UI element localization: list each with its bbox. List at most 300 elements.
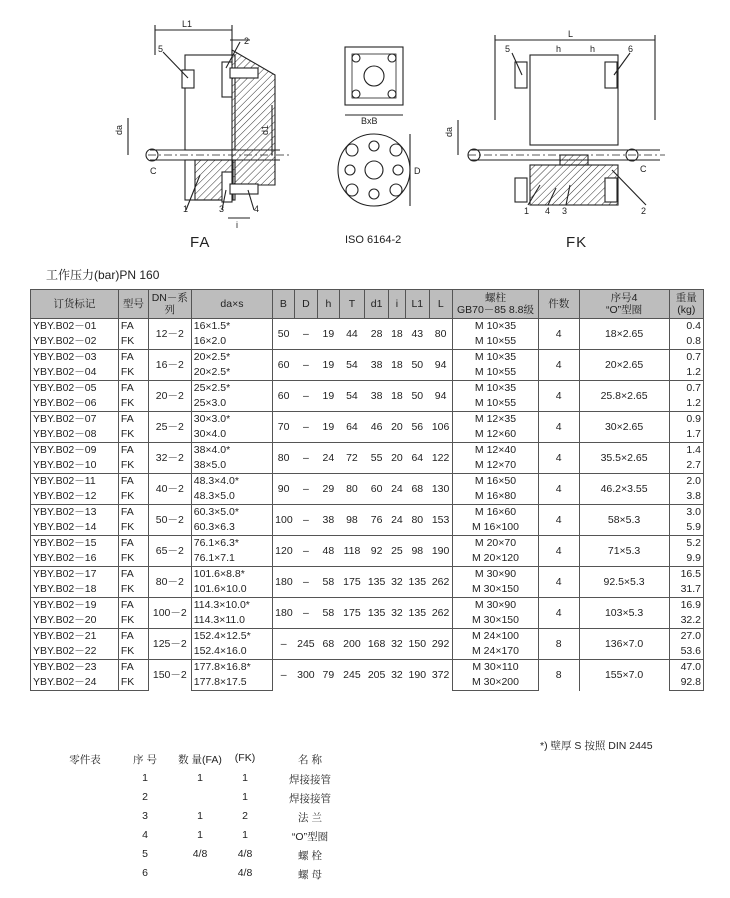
cell-L1: 56: [406, 412, 430, 443]
cell-weight: 5.9: [669, 520, 703, 536]
cell-L1: 43: [406, 319, 430, 350]
fk-dim-2: 2: [641, 206, 647, 216]
col-weight-line1: 重量: [675, 292, 697, 304]
cell-L1: 50: [406, 350, 430, 381]
cell-daxs: 60.3×6.3: [191, 520, 272, 536]
fk-dim-da: da: [444, 126, 454, 137]
cell-bolt: M 16×80: [453, 489, 539, 505]
cell-weight: 1.2: [669, 365, 703, 381]
cell-weight: 32.2: [669, 613, 703, 629]
fa-dim-da: da: [114, 124, 124, 135]
cell-d1: 168: [365, 629, 389, 660]
cell-dn: 25－2: [148, 412, 191, 443]
cell-D: 300: [294, 660, 318, 691]
parts-row-cell: 焊接接管: [289, 793, 331, 805]
cell-dn: 125－2: [148, 629, 191, 660]
col-order-no: 订货标记: [31, 290, 119, 319]
cell-model: FK: [118, 396, 148, 412]
iso-drawing: [338, 47, 410, 206]
cell-model: FK: [118, 582, 148, 598]
cell-D: –: [294, 350, 318, 381]
cell-weight: 16.5: [669, 567, 703, 583]
cell-order-no: YBY.B02－10: [31, 458, 119, 474]
cell-oring: 58×5.3: [579, 505, 669, 536]
cell-bolt: M 16×60: [453, 505, 539, 521]
cell-L: 122: [429, 443, 453, 474]
cell-d1: 205: [365, 660, 389, 691]
fa-drawing: [128, 25, 290, 218]
cell-model: FA: [118, 443, 148, 459]
cell-model: FA: [118, 474, 148, 490]
cell-model: FK: [118, 644, 148, 660]
cell-bolt: M 12×35: [453, 412, 539, 428]
cell-order-no: YBY.B02－02: [31, 334, 119, 350]
cell-daxs: 101.6×8.8*: [191, 567, 272, 583]
fk-dim-3: 3: [562, 206, 568, 216]
cell-qty: 4: [538, 319, 579, 350]
parts-row-cell: 2: [242, 810, 248, 822]
cell-oring: 136×7.0: [579, 629, 669, 660]
cell-B: 60: [273, 381, 294, 412]
cell-order-no: YBY.B02－21: [31, 629, 119, 645]
cell-order-no: YBY.B02－14: [31, 520, 119, 536]
fa-dim-3: 3: [219, 204, 225, 214]
cell-weight: 1.4: [669, 443, 703, 459]
cell-order-no: YBY.B02－01: [31, 319, 119, 335]
cell-bolt: M 12×40: [453, 443, 539, 459]
cell-order-no: YBY.B02－22: [31, 644, 119, 660]
fk-label: FK: [566, 234, 588, 251]
table-row: [31, 474, 704, 490]
cell-B: 70: [273, 412, 294, 443]
table-row: [31, 660, 704, 676]
cell-weight: 2.7: [669, 458, 703, 474]
fk-drawing: [458, 35, 665, 205]
parts-row-cell: 1: [142, 772, 148, 784]
col-oring-line2: “O”型圈: [605, 304, 643, 316]
fa-dim-5: 5: [158, 44, 164, 54]
fk-dim-C: C: [640, 164, 647, 174]
cell-i: 32: [388, 567, 405, 598]
cell-L1: 80: [406, 505, 430, 536]
parts-header-cell: 序 号: [133, 754, 157, 766]
cell-dn: 65－2: [148, 536, 191, 567]
fa-dim-2: 2: [244, 36, 250, 46]
cell-i: 32: [388, 629, 405, 660]
cell-bolt: M 30×150: [453, 613, 539, 629]
cell-qty: 4: [538, 381, 579, 412]
cell-weight: 0.4: [669, 319, 703, 335]
cell-L: 106: [429, 412, 453, 443]
parts-row-cell: 4: [142, 829, 148, 841]
cell-weight: 27.0: [669, 629, 703, 645]
cell-qty: 4: [538, 598, 579, 629]
cell-h: 19: [318, 412, 339, 443]
col-qty: 件数: [538, 290, 579, 319]
cell-L1: 150: [406, 629, 430, 660]
parts-row-cell: 4/8: [237, 848, 253, 860]
cell-model: FA: [118, 505, 148, 521]
cell-qty: 4: [538, 567, 579, 598]
cell-bolt: M 12×60: [453, 427, 539, 443]
cell-T: 118: [339, 536, 365, 567]
iso-dim-D: D: [414, 166, 421, 176]
cell-h: 58: [318, 567, 339, 598]
cell-dn: 40－2: [148, 474, 191, 505]
cell-dn: 20－2: [148, 381, 191, 412]
cell-bolt: M 12×70: [453, 458, 539, 474]
cell-bolt: M 10×35: [453, 319, 539, 335]
fa-dim-C: C: [150, 166, 157, 176]
cell-d1: 38: [365, 350, 389, 381]
cell-model: FK: [118, 520, 148, 536]
table-row: [31, 505, 704, 521]
cell-T: 64: [339, 412, 365, 443]
cell-order-no: YBY.B02－11: [31, 474, 119, 490]
col-d1: d1: [365, 290, 389, 319]
table-row: [31, 629, 704, 645]
cell-daxs: 25×3.0: [191, 396, 272, 412]
fa-label: FA: [190, 234, 211, 251]
parts-row-cell: 螺 母: [298, 869, 322, 881]
cell-order-no: YBY.B02－18: [31, 582, 119, 598]
cell-order-no: YBY.B02－05: [31, 381, 119, 397]
cell-dn: 150－2: [148, 660, 191, 691]
technical-drawings: [0, 0, 730, 255]
iso-dim-BxB: BxB: [361, 116, 378, 126]
cell-model: FK: [118, 551, 148, 567]
cell-daxs: 48.3×4.0*: [191, 474, 272, 490]
cell-daxs: 30×4.0: [191, 427, 272, 443]
cell-bolt: M 10×55: [453, 334, 539, 350]
cell-weight: 31.7: [669, 582, 703, 598]
cell-h: 29: [318, 474, 339, 505]
cell-T: 200: [339, 629, 365, 660]
parts-row-cell: 1: [197, 829, 203, 841]
col-L1: L1: [406, 290, 430, 319]
cell-L: 130: [429, 474, 453, 505]
cell-i: 20: [388, 443, 405, 474]
col-weight: [669, 290, 703, 319]
cell-weight: 92.8: [669, 675, 703, 691]
fa-dim-1: 1: [183, 204, 189, 214]
cell-bolt: M 10×55: [453, 396, 539, 412]
cell-oring: 30×2.65: [579, 412, 669, 443]
cell-L1: 135: [406, 567, 430, 598]
cell-D: –: [294, 474, 318, 505]
cell-i: 32: [388, 660, 405, 691]
cell-L: 153: [429, 505, 453, 536]
cell-L1: 64: [406, 443, 430, 474]
cell-model: FA: [118, 598, 148, 614]
cell-L: 94: [429, 350, 453, 381]
parts-header-cell: 名 称: [298, 754, 322, 766]
cell-i: 20: [388, 412, 405, 443]
cell-d1: 46: [365, 412, 389, 443]
spec-table: [30, 289, 704, 691]
cell-D: 245: [294, 629, 318, 660]
cell-oring: 155×7.0: [579, 660, 669, 691]
cell-model: FA: [118, 381, 148, 397]
cell-model: FK: [118, 427, 148, 443]
cell-daxs: 16×2.0: [191, 334, 272, 350]
cell-bolt: M 10×55: [453, 365, 539, 381]
cell-L1: 135: [406, 598, 430, 629]
cell-qty: 4: [538, 474, 579, 505]
cell-daxs: 114.3×10.0*: [191, 598, 272, 614]
cell-dn: 50－2: [148, 505, 191, 536]
parts-header-cell: 数 量(FA): [178, 754, 222, 766]
cell-model: FK: [118, 675, 148, 691]
cell-oring: 35.5×2.65: [579, 443, 669, 474]
cell-qty: 4: [538, 350, 579, 381]
col-bolt-line2: GB70－85 8.8级: [456, 304, 534, 316]
cell-h: 58: [318, 598, 339, 629]
cell-model: FK: [118, 489, 148, 505]
cell-daxs: 152.4×16.0: [191, 644, 272, 660]
parts-row-cell: 法 兰: [298, 812, 322, 824]
cell-daxs: 101.6×10.0: [191, 582, 272, 598]
cell-qty: 4: [538, 412, 579, 443]
cell-i: 18: [388, 381, 405, 412]
cell-T: 80: [339, 474, 365, 505]
cell-daxs: 76.1×6.3*: [191, 536, 272, 552]
cell-daxs: 114.3×11.0: [191, 613, 272, 629]
cell-order-no: YBY.B02－03: [31, 350, 119, 366]
fk-dim-5: 5: [505, 44, 511, 54]
cell-order-no: YBY.B02－20: [31, 613, 119, 629]
fa-dim-L1: L1: [182, 19, 193, 29]
cell-order-no: YBY.B02－08: [31, 427, 119, 443]
cell-daxs: 20×2.5*: [191, 365, 272, 381]
cell-qty: 4: [538, 443, 579, 474]
cell-order-no: YBY.B02－19: [31, 598, 119, 614]
cell-T: 54: [339, 350, 365, 381]
parts-row-cell: 3: [142, 810, 148, 822]
cell-d1: 92: [365, 536, 389, 567]
cell-B: 50: [273, 319, 294, 350]
cell-D: –: [294, 381, 318, 412]
cell-dn: 32－2: [148, 443, 191, 474]
cell-B: –: [273, 660, 294, 691]
cell-D: –: [294, 443, 318, 474]
cell-model: FK: [118, 613, 148, 629]
cell-weight: 0.8: [669, 334, 703, 350]
cell-daxs: 16×1.5*: [191, 319, 272, 335]
cell-daxs: 177.8×17.5: [191, 675, 272, 691]
cell-oring: 20×2.65: [579, 350, 669, 381]
cell-h: 24: [318, 443, 339, 474]
table-header-row: [31, 290, 704, 319]
cell-qty: 4: [538, 505, 579, 536]
cell-dn: 80－2: [148, 567, 191, 598]
parts-row-cell: 6: [142, 867, 148, 879]
col-weight-line2: (kg): [677, 304, 696, 316]
cell-L1: 190: [406, 660, 430, 691]
cell-order-no: YBY.B02－06: [31, 396, 119, 412]
cell-oring: 71×5.3: [579, 536, 669, 567]
cell-i: 24: [388, 505, 405, 536]
cell-weight: 9.9: [669, 551, 703, 567]
cell-D: –: [294, 567, 318, 598]
cell-D: –: [294, 319, 318, 350]
parts-row-cell: 4/8: [192, 848, 208, 860]
parts-row-cell: 1: [242, 791, 248, 803]
cell-oring: 25.8×2.65: [579, 381, 669, 412]
col-T: T: [339, 290, 365, 319]
table-row: [31, 319, 704, 335]
cell-bolt: M 24×170: [453, 644, 539, 660]
cell-L: 94: [429, 381, 453, 412]
cell-bolt: M 10×35: [453, 350, 539, 366]
fk-dim-L: L: [568, 29, 574, 39]
cell-h: 19: [318, 381, 339, 412]
parts-row-cell: 1: [197, 772, 203, 784]
cell-h: 38: [318, 505, 339, 536]
cell-dn: 16－2: [148, 350, 191, 381]
table-row: [31, 536, 704, 552]
col-oring: [579, 290, 669, 319]
cell-qty: 8: [538, 660, 579, 691]
cell-oring: 92.5×5.3: [579, 567, 669, 598]
cell-order-no: YBY.B02－16: [31, 551, 119, 567]
cell-order-no: YBY.B02－23: [31, 660, 119, 676]
cell-D: –: [294, 536, 318, 567]
cell-daxs: 38×5.0: [191, 458, 272, 474]
cell-B: 90: [273, 474, 294, 505]
cell-weight: 2.0: [669, 474, 703, 490]
cell-daxs: 38×4.0*: [191, 443, 272, 459]
cell-bolt: M 30×200: [453, 675, 539, 691]
cell-weight: 47.0: [669, 660, 703, 676]
footnote: *) 壁厚 S 按照 DIN 2445: [540, 740, 653, 752]
fk-dim-4: 4: [545, 206, 551, 216]
cell-L1: 98: [406, 536, 430, 567]
parts-row-cell: 4/8: [237, 867, 253, 879]
cell-bolt: M 30×90: [453, 567, 539, 583]
cell-bolt: M 30×150: [453, 582, 539, 598]
cell-L1: 50: [406, 381, 430, 412]
cell-daxs: 177.8×16.8*: [191, 660, 272, 676]
parts-row-cell: 焊接接管: [289, 774, 331, 786]
cell-bolt: M 16×50: [453, 474, 539, 490]
col-B: B: [273, 290, 294, 319]
cell-model: FA: [118, 567, 148, 583]
cell-h: 19: [318, 319, 339, 350]
cell-daxs: 20×2.5*: [191, 350, 272, 366]
parts-row-cell: 1: [242, 829, 248, 841]
cell-weight: 0.9: [669, 412, 703, 428]
cell-i: 24: [388, 474, 405, 505]
cell-bolt: M 16×100: [453, 520, 539, 536]
table-row: [31, 567, 704, 583]
cell-L: 372: [429, 660, 453, 691]
cell-bolt: M 10×35: [453, 381, 539, 397]
cell-i: 18: [388, 319, 405, 350]
cell-model: FK: [118, 365, 148, 381]
cell-daxs: 48.3×5.0: [191, 489, 272, 505]
col-i: i: [388, 290, 405, 319]
cell-B: 60: [273, 350, 294, 381]
cell-bolt: M 20×120: [453, 551, 539, 567]
cell-L: 262: [429, 598, 453, 629]
fk-dim-h-left: h: [556, 44, 562, 54]
fa-dim-4: 4: [254, 204, 260, 214]
cell-T: 44: [339, 319, 365, 350]
col-bolt: [453, 290, 539, 319]
cell-order-no: YBY.B02－07: [31, 412, 119, 428]
cell-order-no: YBY.B02－04: [31, 365, 119, 381]
cell-order-no: YBY.B02－12: [31, 489, 119, 505]
cell-T: 175: [339, 598, 365, 629]
cell-D: –: [294, 412, 318, 443]
cell-L: 80: [429, 319, 453, 350]
cell-d1: 135: [365, 598, 389, 629]
parts-row-cell: 1: [242, 772, 248, 784]
cell-weight: 0.7: [669, 350, 703, 366]
cell-daxs: 30×3.0*: [191, 412, 272, 428]
cell-L: 292: [429, 629, 453, 660]
parts-row-cell: 5: [142, 848, 148, 860]
cell-d1: 76: [365, 505, 389, 536]
cell-L: 190: [429, 536, 453, 567]
cell-d1: 55: [365, 443, 389, 474]
col-bolt-line1: 螺柱: [484, 292, 506, 304]
cell-h: 19: [318, 350, 339, 381]
cell-L1: 68: [406, 474, 430, 505]
cell-D: –: [294, 598, 318, 629]
cell-T: 54: [339, 381, 365, 412]
iso-label: ISO 6164-2: [345, 234, 402, 246]
cell-dn: 12－2: [148, 319, 191, 350]
cell-weight: 0.7: [669, 381, 703, 397]
cell-bolt: M 24×100: [453, 629, 539, 645]
cell-model: FA: [118, 319, 148, 335]
cell-weight: 3.8: [669, 489, 703, 505]
cell-T: 72: [339, 443, 365, 474]
cell-B: 80: [273, 443, 294, 474]
cell-bolt: M 30×110: [453, 660, 539, 676]
fa-dim-i: i: [236, 220, 238, 230]
cell-dn: 100－2: [148, 598, 191, 629]
cell-model: FA: [118, 412, 148, 428]
cell-order-no: YBY.B02－09: [31, 443, 119, 459]
cell-weight: 5.2: [669, 536, 703, 552]
parts-header-cell: 零件表: [69, 754, 101, 766]
cell-order-no: YBY.B02－17: [31, 567, 119, 583]
cell-model: FK: [118, 334, 148, 350]
cell-weight: 1.7: [669, 427, 703, 443]
fk-dim-6: 6: [628, 44, 634, 54]
table-row: [31, 443, 704, 459]
cell-qty: 4: [538, 536, 579, 567]
cell-T: 175: [339, 567, 365, 598]
cell-model: FA: [118, 629, 148, 645]
cell-B: 100: [273, 505, 294, 536]
cell-i: 32: [388, 598, 405, 629]
cell-T: 245: [339, 660, 365, 691]
cell-model: FA: [118, 660, 148, 676]
cell-model: FK: [118, 458, 148, 474]
col-daxs: da×s: [191, 290, 272, 319]
fk-dim-h-right: h: [590, 44, 596, 54]
cell-weight: 16.9: [669, 598, 703, 614]
cell-order-no: YBY.B02－24: [31, 675, 119, 691]
cell-bolt: M 20×70: [453, 536, 539, 552]
cell-daxs: 76.1×7.1: [191, 551, 272, 567]
col-model: 型号: [118, 290, 148, 319]
parts-header-cell: (FK): [234, 752, 256, 764]
